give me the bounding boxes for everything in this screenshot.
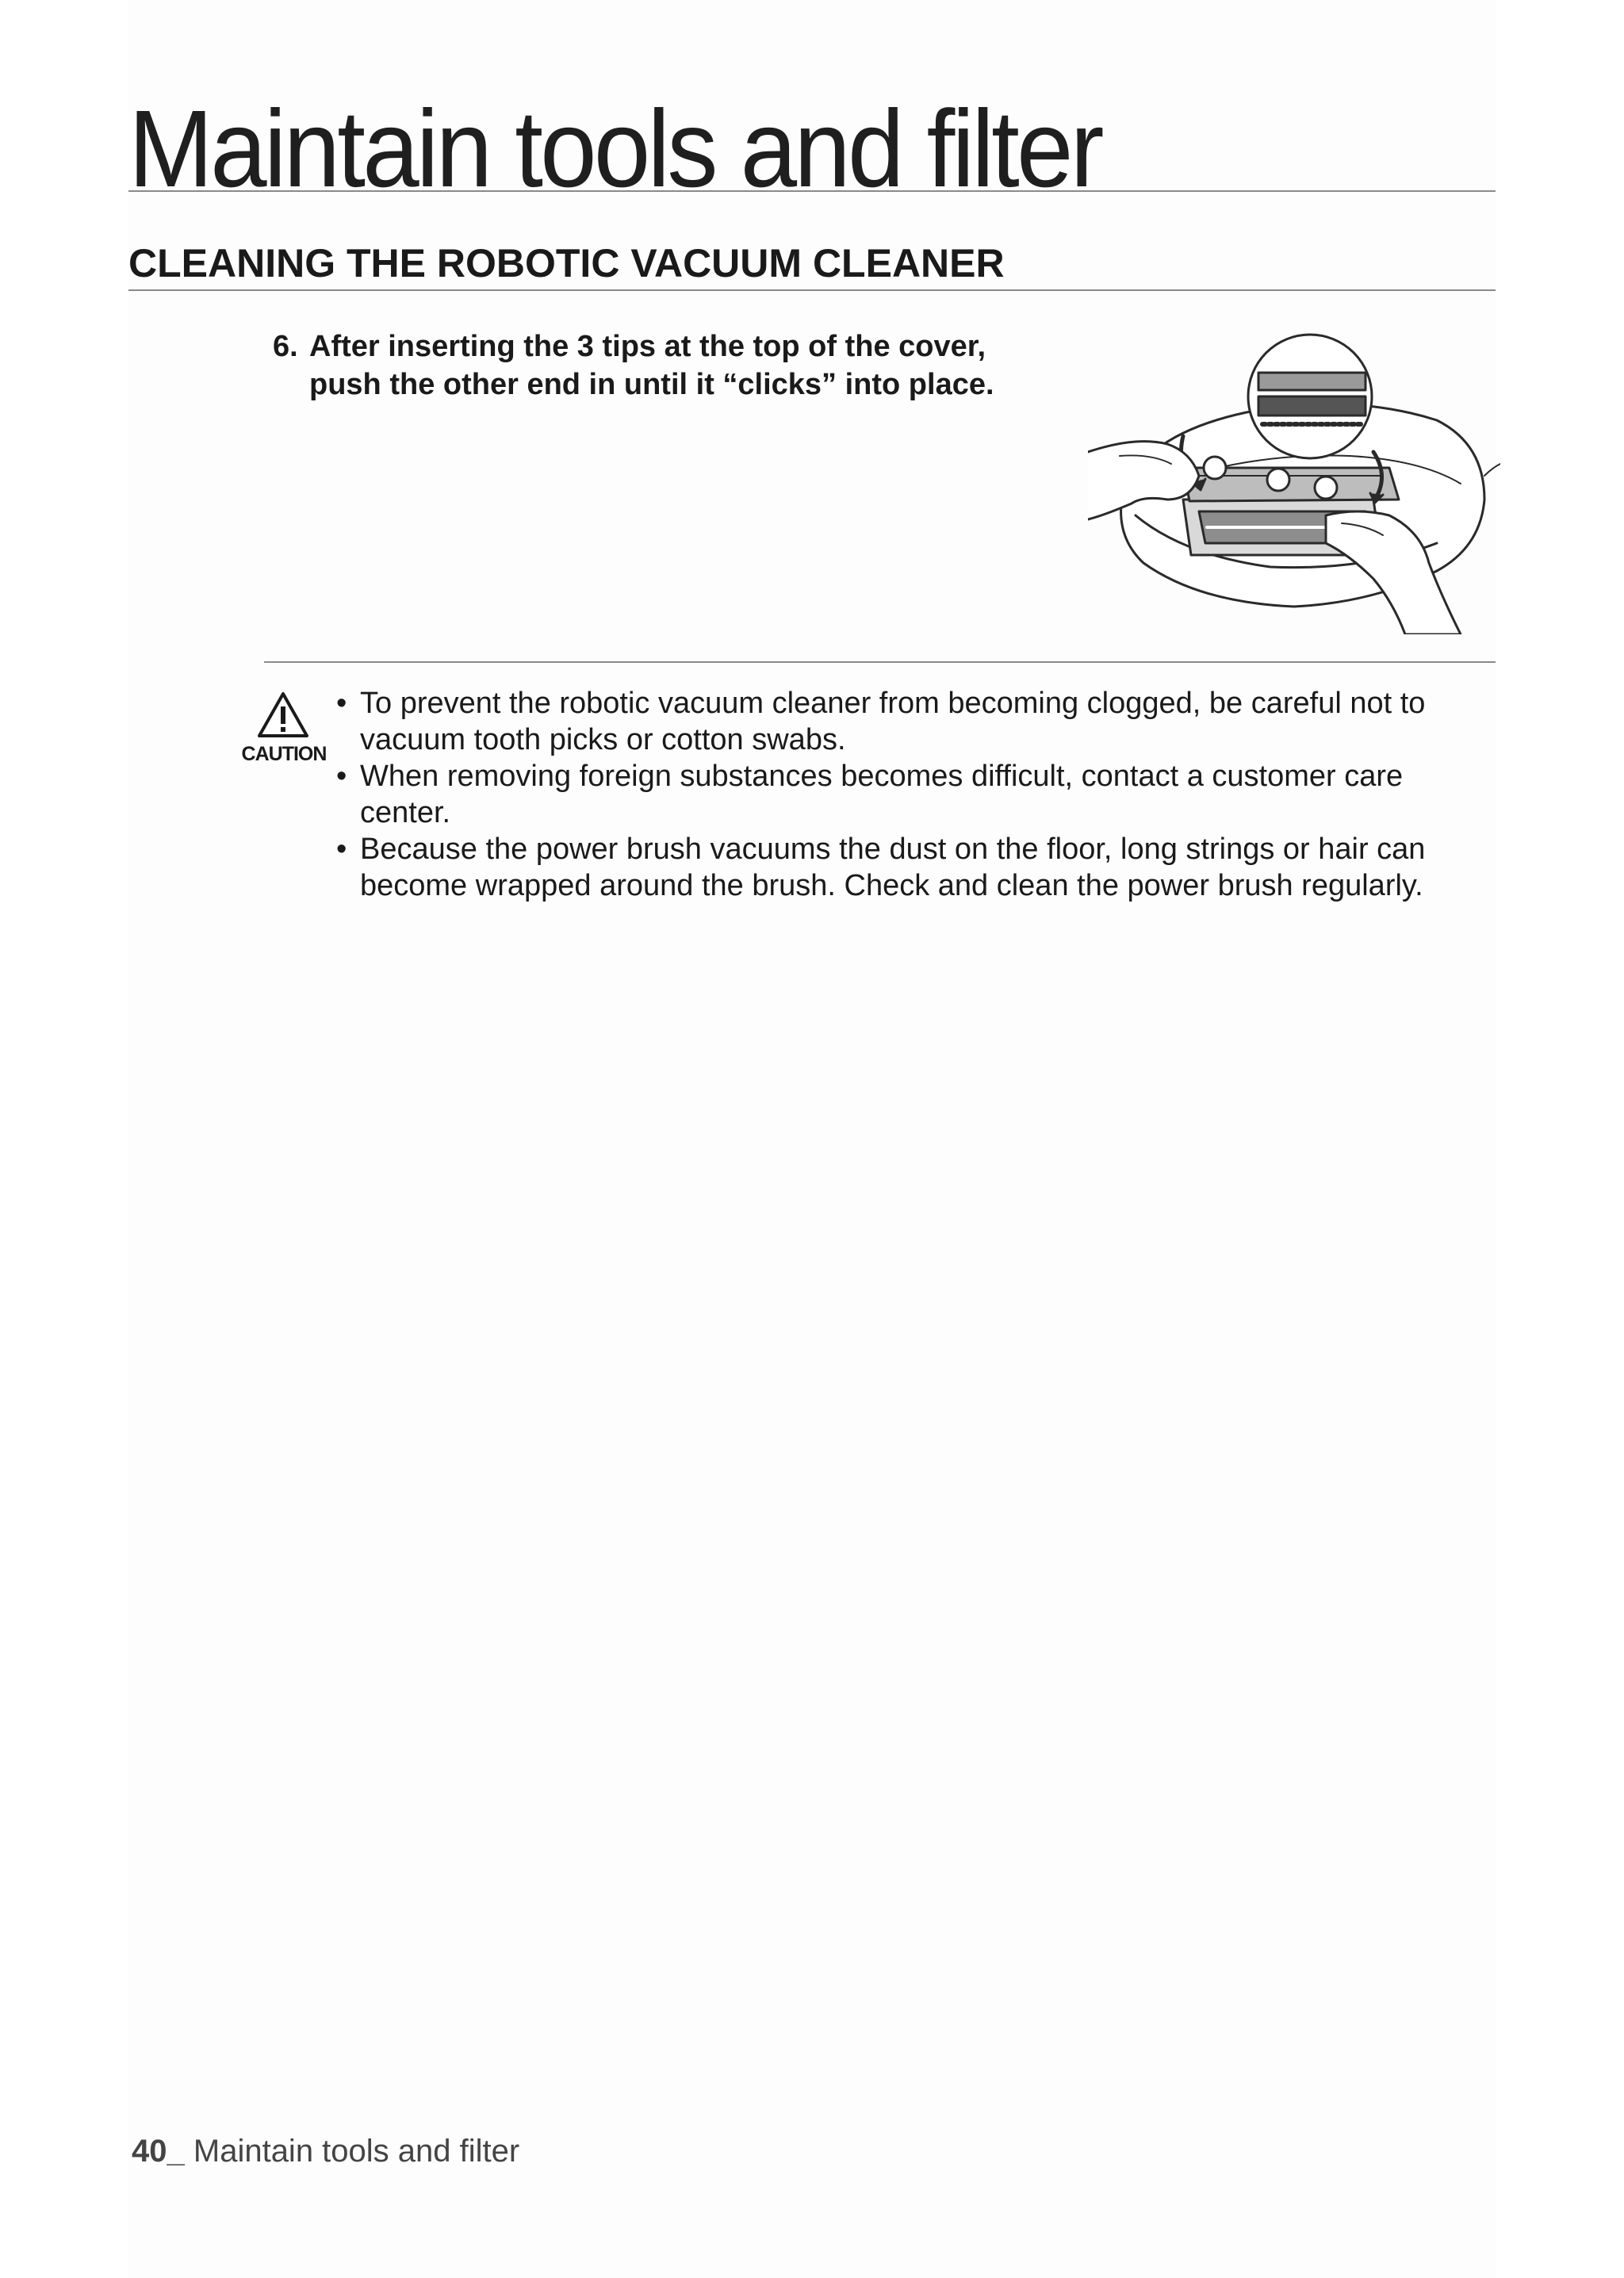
robot-vacuum-cover-illustration xyxy=(1088,317,1500,634)
footer-chapter: Maintain tools and filter xyxy=(193,2134,520,2169)
section-divider xyxy=(128,289,1496,291)
step-text-line1: After inserting the 3 tips at the top of the cover, xyxy=(309,330,986,363)
step-instruction xyxy=(273,327,1066,404)
caution-list xyxy=(333,685,1499,904)
title-divider xyxy=(128,190,1496,192)
caution-item: • When removing foreign substances becomes difficult, contact a customer care center. xyxy=(336,760,1404,829)
step-number: 6. xyxy=(273,330,298,363)
warning-triangle-icon xyxy=(257,691,309,739)
bullet-icon: • xyxy=(336,687,347,720)
caution-item: • To prevent the robotic vacuum cleaner from becoming clogged, be careful not to vacuum tooth picks or cotton swabs. xyxy=(336,687,1426,756)
bullet-icon: • xyxy=(336,760,347,793)
caution-divider xyxy=(264,661,1496,663)
page-title: Maintain tools and filter xyxy=(128,88,1101,210)
caution-item: • Because the power brush vacuums the dust on the floor, long strings or hair can become wrapped around the brush. Check and clean the power brush regularly. xyxy=(336,833,1426,902)
caution-block xyxy=(235,691,333,771)
caution-label: CAUTION xyxy=(241,743,327,765)
page-footer xyxy=(132,2131,519,2171)
section-heading: CLEANING THE ROBOTIC VACUUM CLEANER xyxy=(128,241,1005,285)
bullet-icon: • xyxy=(336,833,347,866)
page-number: 40_ xyxy=(132,2134,185,2169)
step-text-line2: push the other end in until it “clicks” into place. xyxy=(309,368,994,401)
